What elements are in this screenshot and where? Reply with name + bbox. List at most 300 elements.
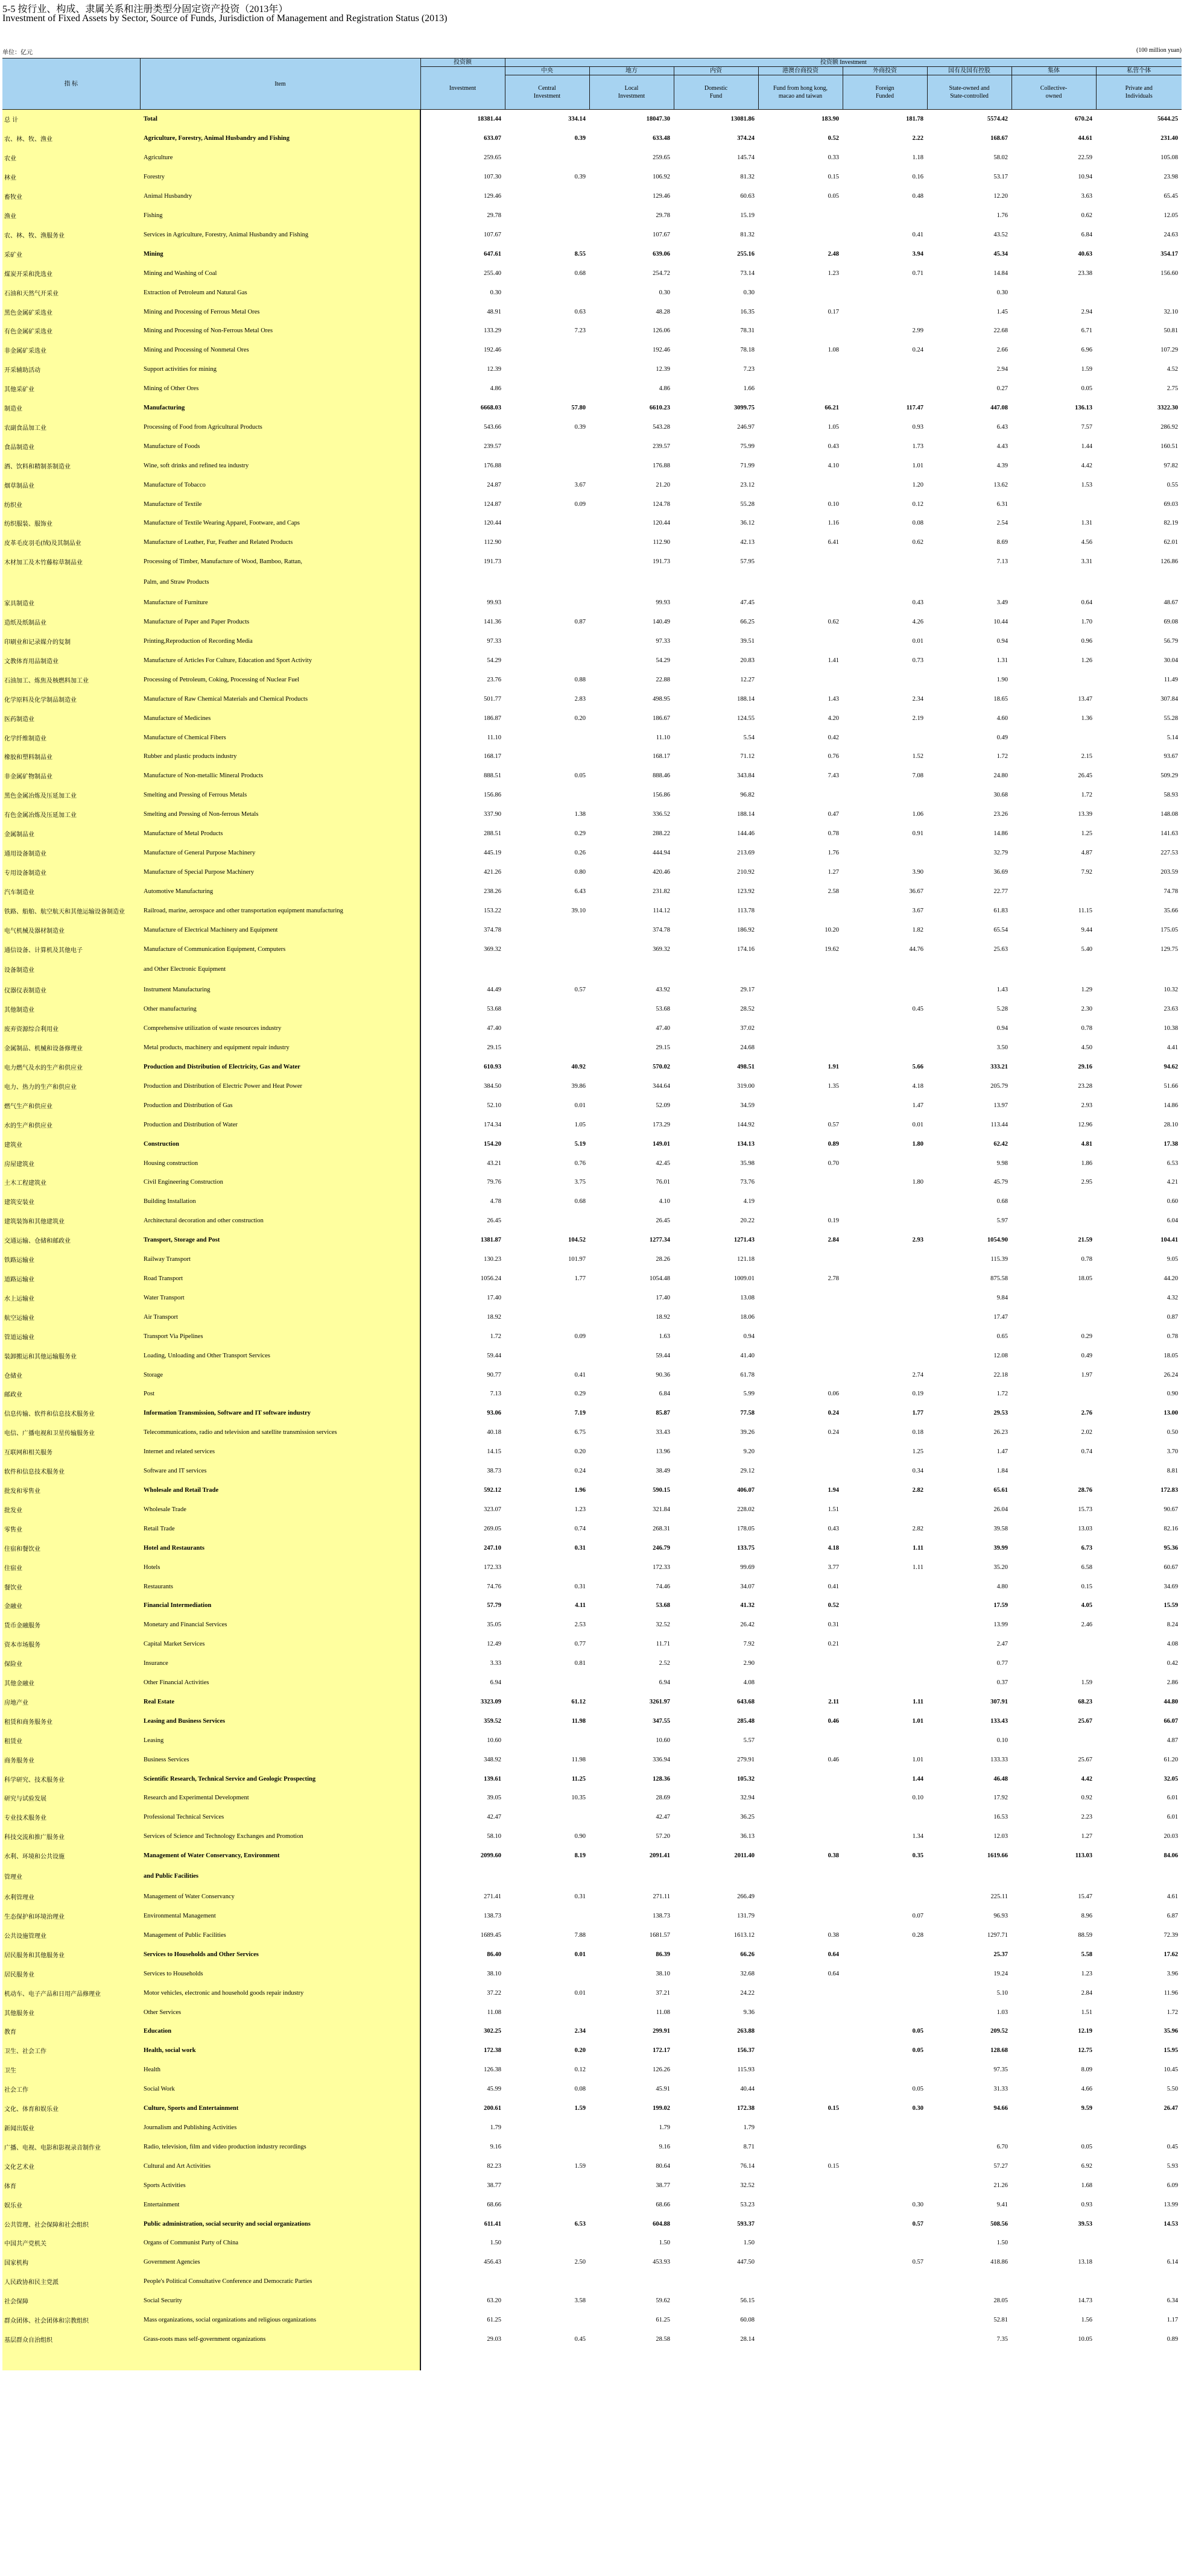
value-cell: 86.40: [487, 1951, 501, 1958]
value-cell: 14.86: [1163, 1102, 1179, 1109]
value-cell: 12.96: [1078, 1121, 1092, 1128]
value-cell: 129.46: [484, 193, 501, 200]
value-cell: [758, 1173, 843, 1192]
table-row: [2, 1846, 1182, 1866]
value-cell: 60.67: [1163, 1564, 1179, 1571]
value-cell: 6.70: [996, 2143, 1008, 2150]
value-cell: 35.05: [487, 1621, 501, 1629]
table-row: [2, 2099, 1182, 2118]
value-cell: 1.23: [574, 1506, 586, 1513]
value-cell: [843, 728, 927, 747]
value-cell: 2.93: [1081, 1102, 1092, 1109]
value-cell: 19.24: [993, 1970, 1008, 1977]
value-cell: 307.84: [1160, 695, 1179, 702]
value-cell: 0.16: [912, 174, 923, 181]
value-cell: 239.57: [653, 443, 670, 450]
row-label-english: Research and Experimental Development: [140, 1788, 420, 1808]
value-cell: 0.43: [912, 599, 923, 607]
value-cell: 57.79: [487, 1602, 501, 1609]
table-row: [2, 1250, 1182, 1269]
row-label-chinese: 卫生、社会工作: [2, 2041, 140, 2060]
value-cell: 32.10: [1163, 308, 1179, 315]
value-cell: [758, 670, 843, 689]
value-cell: 4.18: [912, 1082, 923, 1090]
unit-label-english: (100 million yuan): [1136, 47, 1182, 54]
value-cell: 0.24: [912, 347, 923, 354]
value-cell: 2099.60: [480, 1852, 501, 1860]
row-label-chinese: [2, 572, 140, 593]
value-cell: 24.80: [993, 772, 1008, 780]
row-label-english: Management of Water Conservancy: [140, 1887, 420, 1907]
table-row: [2, 1788, 1182, 1808]
value-cell: 1.59: [1081, 366, 1092, 373]
value-cell: 57.27: [993, 2162, 1008, 2170]
column-header-chinese: 港澳台商投资: [758, 67, 843, 75]
value-cell: 124.87: [484, 500, 501, 508]
row-label-chinese: 交通运输、仓储和邮政业: [2, 1231, 140, 1250]
value-cell: 48.28: [656, 308, 670, 315]
row-label-english: Motor vehicles, electronic and household goods repair industry: [140, 1983, 420, 2003]
value-cell: 0.24: [828, 1429, 839, 1436]
row-label-english: Sports Activities: [140, 2176, 420, 2195]
row-label-english: Other Financial Activities: [140, 1673, 420, 1693]
value-cell: 420.46: [653, 868, 670, 876]
value-cell: 41.32: [740, 1602, 755, 1609]
row-label-chinese: 建筑业: [2, 1134, 140, 1154]
value-cell: 3.67: [912, 907, 923, 914]
row-label-chinese: 黑色金属矿采选业: [2, 302, 140, 321]
value-cell: [505, 341, 589, 360]
table-row: [2, 786, 1182, 805]
table-row: [2, 1288, 1182, 1307]
value-cell: 12.19: [1078, 2028, 1092, 2035]
column-header-chinese: 私营个体: [1096, 67, 1182, 75]
value-cell: 126.86: [1160, 558, 1179, 566]
value-cell: 57.80: [571, 405, 586, 412]
value-cell: 51.66: [1163, 1082, 1179, 1090]
value-cell: 6.58: [1081, 1564, 1092, 1571]
value-cell: 0.30: [996, 289, 1008, 296]
table-row: [2, 1000, 1182, 1019]
value-cell: 61.83: [993, 907, 1008, 914]
value-cell: 40.92: [571, 1064, 586, 1071]
value-cell: 88.59: [1078, 1931, 1092, 1939]
row-label-chinese: 通用设备制造业: [2, 844, 140, 863]
value-cell: 39.53: [1078, 2220, 1092, 2227]
table-filler-row: [2, 2349, 1182, 2370]
row-label-chinese: 有色金属矿采选业: [2, 321, 140, 341]
value-cell: [843, 206, 927, 226]
row-label-chinese: 社会工作: [2, 2080, 140, 2099]
table-row: [2, 882, 1182, 901]
value-cell: [505, 786, 589, 805]
value-cell: [505, 939, 589, 959]
value-cell: 4.19: [743, 1198, 755, 1205]
value-cell: 22.59: [1078, 154, 1092, 162]
value-cell: 643.68: [737, 1698, 755, 1705]
value-cell: 0.78: [1167, 1333, 1179, 1340]
value-cell: 0.60: [1167, 1198, 1179, 1205]
row-label-chinese: 农、林、牧、渔业: [2, 129, 140, 148]
value-cell: [505, 920, 589, 939]
row-label-chinese: 木材加工及木竹藤棕草制品业: [2, 552, 140, 572]
value-cell: 14.86: [993, 830, 1008, 838]
value-cell: 74.78: [1163, 888, 1179, 895]
value-cell: [758, 1983, 843, 2003]
value-cell: 2.30: [1081, 1006, 1092, 1013]
row-label-english: Storage: [140, 1365, 420, 1384]
table-row: [2, 1635, 1182, 1654]
value-cell: 148.08: [1160, 811, 1179, 818]
value-cell: [758, 2041, 843, 2060]
value-cell: [843, 1615, 927, 1635]
value-cell: 5.57: [743, 1737, 755, 1744]
value-cell: 172.17: [653, 2047, 670, 2054]
row-label-chinese: 基层群众自治组织: [2, 2330, 140, 2349]
value-cell: 28.69: [656, 1795, 670, 1802]
row-label-english: Production and Distribution of Water: [140, 1115, 420, 1134]
column-header-english: [1011, 75, 1096, 110]
value-cell: [589, 572, 674, 593]
value-cell: 56.79: [1163, 638, 1179, 645]
value-cell: 29.17: [740, 987, 755, 994]
row-label-chinese: 群众团体、社会团体和宗教组织: [2, 2311, 140, 2330]
table-row: [2, 1654, 1182, 1673]
column-header-english: [1096, 75, 1182, 110]
value-cell: 1.45: [996, 308, 1008, 315]
value-cell: 65.54: [993, 926, 1008, 933]
value-cell: 11.15: [1078, 907, 1092, 914]
row-label-chinese: 管理业: [2, 1866, 140, 1887]
value-cell: [758, 225, 843, 244]
value-cell: 6.01: [1167, 1814, 1179, 1821]
row-label-chinese: 教育: [2, 2022, 140, 2041]
row-label-english: Business Services: [140, 1750, 420, 1769]
table-row: [2, 2022, 1182, 2041]
row-label-english: Manufacture of Foods: [140, 437, 420, 456]
value-cell: 10.94: [1078, 174, 1092, 181]
value-cell: 1.59: [574, 2105, 586, 2112]
value-cell: 17.40: [656, 1294, 670, 1301]
value-cell: 21.20: [656, 481, 670, 488]
value-cell: 107.30: [484, 174, 501, 181]
row-label-english: Mass organizations, social organizations and religious organizations: [140, 2311, 420, 2330]
row-label-english: Production and Distribution of Gas: [140, 1096, 420, 1115]
value-cell: 0.68: [574, 1198, 586, 1205]
value-cell: 1.51: [1081, 2009, 1092, 2016]
value-cell: 0.96: [1081, 638, 1092, 645]
table-row: [2, 475, 1182, 494]
row-label-english: Financial Intermediation: [140, 1596, 420, 1615]
value-cell: 15.73: [1078, 1506, 1092, 1513]
value-cell: 1.44: [1081, 443, 1092, 450]
value-cell: 39.05: [487, 1795, 501, 1802]
value-cell: 61.25: [487, 2317, 501, 2324]
value-cell: [1011, 1307, 1096, 1327]
value-cell: 255.16: [737, 250, 755, 257]
row-label-chinese: 石油加工、炼焦及核燃料加工业: [2, 670, 140, 689]
table-row: [2, 2330, 1182, 2349]
value-cell: [758, 901, 843, 920]
table-row: [2, 2272, 1182, 2291]
value-cell: 4.08: [1167, 1641, 1179, 1648]
value-cell: [843, 1307, 927, 1327]
value-cell: 0.17: [828, 308, 839, 315]
value-cell: 26.45: [1078, 772, 1092, 780]
value-cell: 1.50: [490, 2240, 501, 2247]
value-cell: 1689.45: [480, 1931, 501, 1939]
value-cell: 126.26: [653, 2066, 670, 2074]
value-cell: [1011, 882, 1096, 901]
value-cell: 36.13: [740, 1833, 755, 1840]
value-cell: 23.63: [1163, 1006, 1179, 1013]
table-title-chinese: 5-5 按行业、构成、隶属关系和注册类型分固定资产投资（2013年）: [2, 4, 288, 14]
value-cell: 168.17: [484, 753, 501, 760]
value-cell: 17.59: [993, 1602, 1008, 1609]
value-cell: 139.61: [484, 1775, 501, 1782]
value-cell: 1.01: [912, 462, 923, 469]
value-cell: 1.27: [828, 868, 839, 876]
row-label-chinese: 石油和天然气开采业: [2, 283, 140, 302]
table-row: [2, 2176, 1182, 2195]
row-label-chinese: 水上运输业: [2, 1288, 140, 1307]
value-cell: 45.91: [656, 2086, 670, 2093]
value-cell: 0.68: [996, 1198, 1008, 1205]
value-cell: 156.86: [484, 792, 501, 799]
value-cell: 0.08: [912, 520, 923, 527]
value-cell: [505, 1731, 589, 1750]
row-label-chinese: 电力燃气及水的生产和供应业: [2, 1058, 140, 1077]
value-cell: 45.99: [487, 2086, 501, 2093]
value-cell: 0.91: [912, 830, 923, 838]
value-cell: [505, 206, 589, 226]
value-cell: 231.40: [1160, 135, 1179, 142]
value-cell: 39.10: [571, 907, 586, 914]
value-cell: 80.64: [656, 2162, 670, 2170]
value-cell: 8.09: [1081, 2066, 1092, 2074]
value-cell: 58.10: [487, 1833, 501, 1840]
value-cell: 239.57: [484, 443, 501, 450]
value-cell: 172.38: [484, 2047, 501, 2054]
value-cell: 43.52: [993, 231, 1008, 238]
investment-header-english: Investment: [420, 67, 505, 110]
value-cell: 0.90: [1167, 1391, 1179, 1398]
table-row: [2, 939, 1182, 959]
table-row: [2, 1077, 1182, 1096]
row-label-chinese: 管道运输业: [2, 1327, 140, 1346]
column-header-english: [927, 75, 1011, 110]
value-cell: 0.39: [574, 174, 586, 181]
value-cell: [505, 632, 589, 651]
value-cell: 120.44: [484, 520, 501, 527]
value-cell: 210.92: [737, 868, 755, 876]
value-cell: 0.15: [828, 174, 839, 181]
value-cell: [758, 1442, 843, 1462]
value-cell: 105.08: [1160, 154, 1179, 162]
value-cell: 39.86: [571, 1082, 586, 1090]
value-cell: [758, 1731, 843, 1750]
value-cell: 359.52: [484, 1717, 501, 1725]
value-cell: 205.79: [990, 1082, 1008, 1090]
value-cell: 10.38: [1163, 1025, 1179, 1032]
value-cell: 65.45: [1163, 193, 1179, 200]
row-label-chinese: 水的生产和供应业: [2, 1115, 140, 1134]
row-label-chinese: 批发和零售业: [2, 1481, 140, 1500]
value-cell: 1.72: [1081, 792, 1092, 799]
value-cell: 29.78: [656, 212, 670, 219]
value-cell: 43.21: [487, 1160, 501, 1167]
value-cell: 84.06: [1163, 1852, 1179, 1860]
value-cell: [843, 1038, 927, 1058]
value-cell: 90.77: [487, 1371, 501, 1378]
value-cell: 266.49: [737, 1893, 755, 1901]
value-cell: [1011, 2272, 1096, 2291]
value-cell: 35.66: [1163, 907, 1179, 914]
row-label-english: Architectural decoration and other construction: [140, 1211, 420, 1231]
value-cell: [758, 1769, 843, 1788]
value-cell: 453.93: [653, 2259, 670, 2266]
value-cell: 2.34: [912, 695, 923, 702]
value-cell: 4.86: [490, 385, 501, 393]
table-row: [2, 418, 1182, 437]
value-cell: 1.08: [828, 347, 839, 354]
value-cell: 29.53: [993, 1410, 1008, 1417]
value-cell: 5.50: [1167, 2086, 1179, 2093]
row-label-chinese: 汽车制造业: [2, 882, 140, 901]
value-cell: [758, 980, 843, 1000]
value-cell: 173.29: [653, 1121, 670, 1128]
value-cell: 28.76: [1078, 1486, 1092, 1494]
value-cell: 90.36: [656, 1371, 670, 1378]
table-row: [2, 1327, 1182, 1346]
row-label-english: Manufacture of General Purpose Machinery: [140, 844, 420, 863]
value-cell: [843, 572, 927, 593]
row-label-english: Construction: [140, 1134, 420, 1154]
row-label-chinese: 广播、电视、电影和影视录音制作业: [2, 2137, 140, 2156]
value-cell: 0.24: [574, 1468, 586, 1475]
row-label-chinese: 公共设施管理业: [2, 1925, 140, 1945]
value-cell: 1.90: [996, 676, 1008, 683]
value-cell: [505, 514, 589, 533]
value-cell: [843, 980, 927, 1000]
value-cell: 0.01: [574, 1951, 586, 1958]
table-row: [2, 613, 1182, 632]
value-cell: [758, 2080, 843, 2099]
value-cell: 299.91: [653, 2028, 670, 2035]
row-label-chinese: 建筑安装业: [2, 1192, 140, 1211]
row-label-chinese: 纺织服装、服饰业: [2, 514, 140, 533]
value-cell: 39.58: [993, 1525, 1008, 1532]
value-cell: [758, 2003, 843, 2022]
value-cell: 0.73: [912, 657, 923, 664]
value-cell: 1.91: [828, 1064, 839, 1071]
value-cell: 1054.48: [649, 1275, 670, 1283]
value-cell: 444.94: [653, 849, 670, 856]
value-cell: 36.67: [909, 888, 923, 895]
value-cell: 44.80: [1163, 1698, 1179, 1705]
value-cell: 39.26: [740, 1429, 755, 1436]
value-cell: 1.31: [1081, 520, 1092, 527]
value-cell: [505, 1673, 589, 1693]
table-row: [2, 1808, 1182, 1827]
filler-cell: [674, 2349, 758, 2370]
row-label-english: Processing of Food from Agricultural Products: [140, 418, 420, 437]
value-cell: 59.44: [487, 1352, 501, 1359]
row-label-english: Journalism and Publishing Activities: [140, 2118, 420, 2138]
value-cell: 40.44: [740, 2086, 755, 2093]
value-cell: 174.34: [484, 1121, 501, 1128]
value-cell: 200.61: [484, 2105, 501, 2112]
value-cell: 141.63: [1160, 830, 1179, 838]
table-row: [2, 2041, 1182, 2060]
row-label-english: Telecommunications, radio and television and satellite transmission services: [140, 1423, 420, 1442]
row-label-english: Grass-roots mass self-government organizations: [140, 2330, 420, 2349]
value-cell: 38.10: [656, 1970, 670, 1977]
value-cell: 570.02: [653, 1064, 670, 1071]
value-cell: [505, 1558, 589, 1577]
value-cell: 44.76: [909, 945, 923, 953]
value-cell: 130.23: [484, 1256, 501, 1263]
value-cell: 498.95: [653, 695, 670, 702]
value-cell: 42.47: [656, 1814, 670, 1821]
value-cell: 13.00: [1163, 1410, 1179, 1417]
value-cell: 0.57: [912, 2220, 923, 2227]
value-cell: 24.22: [740, 1989, 755, 1997]
value-cell: 7.92: [1081, 868, 1092, 876]
value-cell: 13.08: [740, 1294, 755, 1301]
table-row: [2, 824, 1182, 844]
value-cell: 26.04: [993, 1506, 1008, 1513]
value-cell: [1096, 572, 1182, 593]
value-cell: 10.32: [1163, 987, 1179, 994]
value-cell: 0.20: [574, 715, 586, 722]
row-label-chinese: 机动车、电子产品和日用产品修理业: [2, 1983, 140, 2003]
value-cell: 4.87: [1167, 1737, 1179, 1744]
row-label-chinese: 其他制造业: [2, 1000, 140, 1019]
value-cell: 11.96: [1163, 1989, 1179, 1997]
value-cell: 5.66: [912, 1064, 923, 1071]
table-row: [2, 1907, 1182, 1926]
row-label-english: Support activities for mining: [140, 360, 420, 379]
value-cell: 28.05: [993, 2297, 1008, 2305]
value-cell: 670.24: [1075, 116, 1092, 123]
value-cell: 0.30: [912, 2201, 923, 2208]
row-label-chinese: 互联网和相关服务: [2, 1442, 140, 1462]
value-cell: 456.43: [484, 2259, 501, 2266]
value-cell: [843, 2311, 927, 2330]
row-label-english: Manufacture of Paper and Paper Products: [140, 613, 420, 632]
row-label-chinese: 文化艺术业: [2, 2156, 140, 2176]
value-cell: 14.73: [1078, 2297, 1092, 2305]
value-cell: 0.24: [828, 1410, 839, 1417]
value-cell: 22.18: [993, 1371, 1008, 1378]
value-cell: 2.82: [912, 1486, 923, 1494]
value-cell: 15.59: [1163, 1602, 1179, 1609]
row-label-english: Software and IT services: [140, 1462, 420, 1481]
value-cell: 1.47: [996, 1448, 1008, 1456]
value-cell: 20.22: [740, 1217, 755, 1225]
value-cell: 14.15: [487, 1448, 501, 1456]
value-cell: 5.14: [1167, 734, 1179, 741]
value-cell: 6.34: [1167, 2297, 1179, 2305]
value-cell: 3.49: [996, 599, 1008, 607]
value-cell: 343.84: [737, 772, 755, 780]
value-cell: [1011, 1654, 1096, 1673]
value-cell: 1.77: [912, 1410, 923, 1417]
row-label-english: Total: [140, 110, 420, 129]
value-cell: 279.91: [737, 1756, 755, 1763]
value-cell: 28.58: [656, 2335, 670, 2343]
